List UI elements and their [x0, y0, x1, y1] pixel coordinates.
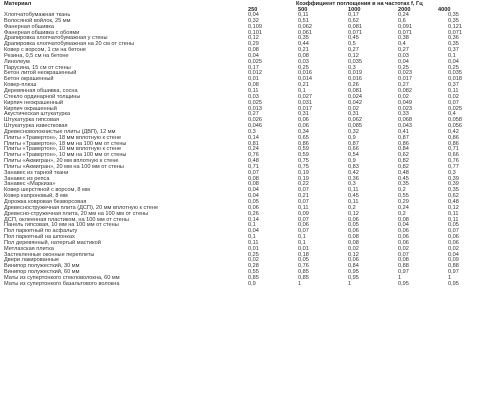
cell-f1000: 0,9	[348, 158, 356, 165]
cell-f250: 0,9	[248, 280, 256, 287]
cell-f4000: 0,35	[448, 17, 459, 24]
cell-f250: 0,08	[248, 47, 259, 54]
cell-f500: 0,062	[298, 23, 312, 30]
cell-f500: 0,11	[298, 204, 309, 211]
cell-f500: 0,1	[298, 234, 306, 241]
cell-f500: 0,76	[298, 263, 309, 270]
cell-f500: 0,1	[298, 87, 306, 94]
cell-f500: 0,19	[298, 175, 309, 182]
cell-f2000: 1	[398, 274, 402, 281]
cell-f1000: 0,66	[348, 146, 359, 153]
cell-f2000: 0,06	[398, 234, 409, 241]
cell-f500: 0,85	[298, 274, 309, 281]
cell-f1000: 0,035	[348, 58, 362, 65]
cell-f4000: 0,88	[448, 263, 459, 270]
cell-f500: 0,75	[298, 163, 309, 170]
cell-f4000: 0,95	[448, 280, 459, 287]
cell-f2000: 0,25	[398, 64, 409, 71]
cell-f500: 0,25	[298, 64, 309, 71]
cell-f250: 0,026	[248, 117, 262, 124]
cell-f2000: 0,2	[398, 210, 406, 217]
cell-material: Занавес из репса	[4, 175, 50, 182]
cell-f250: 0,71	[248, 163, 259, 170]
cell-f2000: 0,27	[398, 82, 409, 89]
cell-material: Двери лакированные	[4, 257, 60, 264]
cell-f4000: 0,035	[448, 70, 462, 77]
cell-f250: 0,17	[248, 64, 259, 71]
cell-f500: 0,65	[298, 134, 309, 141]
cell-f500: 0,017	[298, 105, 312, 112]
cell-f500: 0,08	[298, 52, 309, 59]
cell-material: Бетон литой неокрашенный	[4, 70, 77, 77]
cell-f1000: 0,042	[348, 99, 362, 106]
cell-f4000: 0,37	[448, 82, 459, 89]
cell-f500: 0,07	[298, 187, 309, 194]
cell-material: Древесностружечная плита (ДСП), 20 мм вплотную к стене	[4, 204, 159, 211]
cell-f500: 0,061	[298, 29, 312, 36]
cell-f2000: 0,33	[398, 111, 409, 118]
cell-material: Штукатурка известковая	[4, 123, 68, 130]
cell-f2000: 0,24	[398, 12, 409, 18]
cell-material: Пол паркетный по асфальту	[4, 228, 78, 235]
cell-f500: 0,19	[298, 169, 309, 176]
cell-f2000: 0,82	[398, 158, 409, 165]
cell-f250: 0,109	[248, 23, 262, 30]
cell-f250: 0,02	[248, 257, 259, 264]
cell-f1000: 0,95	[348, 269, 359, 276]
cell-f250: 0,013	[248, 105, 262, 112]
cell-material: Древесно-стружечная плита, 20 мм на 100 мм от стены	[4, 210, 149, 217]
cell-f4000: 0,39	[448, 181, 459, 188]
cell-f2000: 0,049	[398, 99, 412, 106]
cell-f4000: 1	[448, 274, 452, 281]
cell-f1000: 0,3	[348, 181, 356, 188]
cell-f250: 0,11	[248, 239, 259, 246]
cell-f250: 0,28	[248, 263, 259, 270]
cell-f250: 0,3	[248, 128, 256, 135]
cell-material: Плиты «Травертон», 18 мм на 100 мм от стены	[4, 140, 127, 147]
cell-material: Деревянная обшивка, сосна	[4, 87, 78, 94]
cell-f4000: 0,04	[448, 251, 459, 258]
cell-f4000: 0,36	[448, 35, 459, 42]
cell-f250: 0,101	[248, 29, 262, 36]
cell-f4000: 0,05	[448, 222, 459, 229]
cell-f2000: 0,02	[398, 93, 409, 100]
cell-f1000: 0,12	[348, 52, 359, 59]
cell-f500: 0,31	[298, 111, 309, 118]
cell-f500: 0,59	[298, 146, 309, 153]
cell-f2000: 0,043	[398, 123, 412, 130]
cell-f2000: 0,24	[398, 204, 409, 211]
cell-f1000: 0,024	[348, 93, 362, 100]
cell-f4000: 0,1	[448, 52, 456, 59]
cell-f250: 0,25	[248, 251, 259, 258]
cell-f1000: 0,5	[348, 41, 356, 48]
cell-f2000: 0,41	[398, 128, 409, 135]
cell-f250: 0,04	[248, 52, 259, 59]
cell-material: Ковер с ворсом, 1 см на бетоне	[4, 47, 86, 54]
cell-f250: 0,11	[248, 87, 259, 94]
cell-f4000: 0,77	[448, 163, 459, 170]
table-body	[4, 13, 498, 288]
cell-f4000: 0,4	[448, 111, 456, 118]
cell-f4000: 0,056	[448, 123, 462, 130]
cell-f500: 0,35	[298, 35, 309, 42]
cell-f4000: 0,07	[448, 228, 459, 235]
cell-f4000: 0,35	[448, 187, 459, 194]
cell-material: Ковер-плюш	[4, 82, 37, 89]
cell-f2000: 0,88	[398, 263, 409, 270]
cell-f4000: 0,39	[448, 175, 459, 182]
cell-f4000: 0,42	[448, 128, 459, 135]
cell-f1000: 0,45	[348, 193, 359, 200]
cell-f2000: 0,04	[398, 222, 409, 229]
cell-f2000: 0,6	[398, 17, 406, 24]
cell-f500: 0,031	[298, 99, 312, 106]
cell-material: Бетон окрашенный	[4, 76, 54, 83]
cell-f1000: 0,12	[348, 251, 359, 258]
header-material: Материал	[4, 1, 32, 7]
cell-f250: 0,08	[248, 175, 259, 182]
cell-f1000: 0,95	[348, 274, 359, 281]
cell-f4000: 0,35	[448, 12, 459, 18]
cell-f2000: 0,87	[398, 134, 409, 141]
cell-f4000: 0,11	[448, 210, 459, 217]
cell-f2000: 0,27	[398, 47, 409, 54]
cell-f250: 0,01	[248, 245, 259, 252]
cell-f500: 0,06	[298, 117, 309, 124]
cell-f4000: 0,06	[448, 239, 459, 246]
cell-material: Стекло ординарной толщины	[4, 93, 81, 100]
cell-material: Кирпич неокрашенный	[4, 99, 64, 106]
header-freq-500: 500	[298, 7, 308, 13]
cell-f2000: 0,08	[398, 257, 409, 264]
cell-f500: 0,06	[298, 222, 309, 229]
cell-f1000: 0,081	[348, 23, 362, 30]
cell-f1000: 0,12	[348, 210, 359, 217]
cell-material: Драпировка хлопчатобумажная на 20 см от стены	[4, 41, 135, 48]
cell-f500: 0,03	[298, 58, 309, 65]
cell-material: Занавес «Маркиза»	[4, 181, 56, 188]
cell-f250: 0,04	[248, 187, 259, 194]
cell-f4000: 0,058	[448, 117, 462, 124]
cell-material: Плиты «Травертон», 10 мм вплотную к стене	[4, 146, 122, 153]
cell-material: Винипор полужесткий, 60 мм	[4, 269, 80, 276]
cell-f4000: 0,37	[448, 47, 459, 54]
cell-f1000: 0,019	[348, 70, 362, 77]
cell-f250: 0,1	[248, 222, 256, 229]
cell-f2000: 0,48	[398, 169, 409, 176]
cell-f2000: 0,07	[398, 251, 409, 258]
cell-f4000: 0,12	[448, 204, 459, 211]
cell-f4000: 0,06	[448, 234, 459, 241]
cell-f500: 0,85	[298, 269, 309, 276]
cell-f4000: 0,97	[448, 269, 459, 276]
cell-f250: 0,06	[248, 204, 259, 211]
cell-f4000: 0,86	[448, 140, 459, 147]
cell-f4000: 0,121	[448, 23, 462, 30]
cell-material: Плиты «Травертон», 18 мм вплотную к стене	[4, 134, 122, 141]
cell-f2000: 0,06	[398, 239, 409, 246]
cell-f4000: 0,04	[448, 58, 459, 65]
cell-f1000: 0,87	[348, 140, 359, 147]
cell-f250: 0,48	[248, 158, 259, 165]
cell-material: Кирпич окрашенный	[4, 105, 57, 112]
cell-material: Дорожка ковровая безворсовая	[4, 199, 87, 205]
cell-material: Занавес из тарной ткани	[4, 169, 69, 176]
cell-f2000: 0,97	[398, 269, 409, 276]
cell-f250: 0,26	[248, 210, 259, 217]
cell-f500: 0,014	[298, 76, 312, 83]
cell-f1000: 0,45	[348, 35, 359, 42]
cell-f4000: 0,76	[448, 158, 459, 165]
cell-f2000: 0,95	[398, 280, 409, 287]
cell-f1000: 0,31	[348, 111, 359, 118]
table-header	[4, 1, 451, 13]
cell-f1000: 0,085	[348, 123, 362, 130]
cell-f4000: 0,018	[448, 76, 462, 83]
cell-f250: 0,05	[248, 199, 259, 205]
cell-material: Ковер шерстяной с ворсом, 8 мм	[4, 187, 90, 194]
cell-material: Маты из супертонкого стекловолокна, 60 мм	[4, 274, 120, 281]
cell-f250: 0,81	[248, 140, 259, 147]
cell-material: Метлахская плитка	[4, 245, 54, 252]
cell-f1000: 0,016	[348, 76, 362, 83]
cell-f2000: 0,068	[398, 117, 412, 124]
cell-f1000: 0,27	[348, 47, 359, 54]
cell-f500: 0,21	[298, 47, 309, 54]
cell-f1000: 0,06	[348, 216, 359, 223]
cell-material: Пол паркетный на шпонках	[4, 234, 75, 241]
cell-f500: 0,75	[298, 158, 309, 165]
cell-f500: 0,07	[298, 228, 309, 235]
cell-f4000: 0,11	[448, 87, 459, 94]
cell-f2000: 0,84	[398, 146, 409, 153]
absorption-table	[4, 13, 498, 288]
cell-f250: 0,32	[248, 17, 259, 24]
cell-f1000: 0,02	[348, 105, 359, 112]
cell-f1000: 0,42	[348, 169, 359, 176]
cell-f2000: 0,08	[398, 216, 409, 223]
cell-f2000: 0,82	[398, 163, 409, 170]
header-freq-2000: 2000	[398, 7, 411, 13]
cell-f500: 0,34	[298, 128, 309, 135]
cell-f1000: 0,32	[348, 128, 359, 135]
cell-f500: 0,06	[298, 123, 309, 130]
cell-f1000: 0,17	[348, 12, 359, 18]
cell-f250: 0,08	[248, 181, 259, 188]
cell-f2000: 0,071	[398, 29, 412, 36]
cell-material: Маты из супертонкого базальтового волокна	[4, 280, 120, 287]
cell-f4000: 0,09	[448, 257, 459, 264]
cell-material: Панель гипсовая, 10 мм на 100 мм от стены	[4, 222, 119, 229]
cell-f500: 0,59	[298, 152, 309, 159]
cell-f1000: 0,02	[348, 245, 359, 252]
cell-f500: 0,027	[298, 93, 312, 100]
cell-f2000: 0,082	[398, 87, 412, 94]
cell-f2000: 0,55	[398, 193, 409, 200]
cell-f250: 0,04	[248, 12, 259, 18]
cell-f1000: 0,11	[348, 199, 359, 205]
cell-f250: 0,08	[248, 82, 259, 89]
cell-f2000: 0,29	[398, 199, 409, 205]
cell-f1000: 0,06	[348, 257, 359, 264]
cell-f2000: 0,04	[398, 58, 409, 65]
cell-f1000: 0,11	[348, 187, 359, 194]
cell-f1000: 0,071	[348, 29, 362, 36]
cell-f4000: 0,11	[448, 216, 459, 223]
cell-f250: 0,27	[248, 111, 259, 118]
cell-f250: 0,03	[248, 93, 259, 100]
cell-f500: 0,51	[298, 17, 309, 24]
cell-f250: 0,04	[248, 228, 259, 235]
cell-f2000: 0,091	[398, 23, 412, 30]
cell-f500: 0,86	[298, 140, 309, 147]
cell-f500: 0,01	[298, 245, 309, 252]
cell-f250: 0,046	[248, 123, 262, 130]
cell-f1000: 0,081	[348, 87, 362, 94]
cell-material: Древесноволокнистые плиты (ДВП), 12 мм	[4, 128, 116, 135]
cell-f4000: 0,02	[448, 93, 459, 100]
cell-f1000: 0,08	[348, 239, 359, 246]
cell-f250: 0,14	[248, 216, 259, 223]
cell-f250: 0,01	[248, 76, 259, 83]
cell-f250: 0,76	[248, 152, 259, 159]
cell-f500: 0,016	[298, 70, 312, 77]
cell-material: Плиты «Акмигран», 20 мм вплотную к стене	[4, 158, 119, 165]
cell-material: Пол деревянный, натертый мастикой	[4, 239, 101, 246]
cell-f1000: 0,3	[348, 64, 356, 71]
cell-f250: 0,07	[248, 169, 259, 176]
cell-f500: 0,22	[298, 181, 309, 188]
cell-f500: 0,09	[298, 210, 309, 217]
cell-f250: 0,012	[248, 70, 262, 77]
cell-f500: 0,21	[298, 82, 309, 89]
cell-f250: 0,025	[248, 58, 262, 65]
cell-f4000: 0,025	[448, 105, 462, 112]
cell-f1000: 0,9	[348, 134, 356, 141]
cell-f250: 0,24	[248, 146, 259, 153]
cell-f4000: 0,02	[448, 245, 459, 252]
cell-f4000: 0,71	[448, 146, 459, 153]
cell-f2000: 0,62	[398, 152, 409, 159]
absorption-table-wrapper	[4, 1, 462, 288]
cell-material: ДСП, оклеенная пластиком, на 100 мм от стены	[4, 216, 129, 223]
cell-f250: 0,14	[248, 134, 259, 141]
cell-f250: 0,55	[248, 269, 259, 276]
cell-f4000: 0,3	[448, 169, 456, 176]
cell-f250: 0,12	[248, 35, 259, 42]
cell-f1000: 0,05	[348, 222, 359, 229]
cell-f2000: 0,38	[398, 35, 409, 42]
cell-f1000: 0,36	[348, 175, 359, 182]
cell-f250: 0,1	[248, 234, 256, 241]
cell-f500: 0,07	[298, 199, 309, 205]
cell-f4000: 0,25	[448, 64, 459, 71]
cell-material: Драпировка хлопчатобумажная у стены	[4, 35, 108, 42]
cell-material: Парусина, 15 см от стены	[4, 64, 71, 71]
cell-f1000: 0,62	[348, 17, 359, 24]
cell-material: Хлопчатобумажная ткань	[4, 12, 71, 18]
cell-f4000: 0,35	[448, 41, 459, 48]
cell-f4000: 0,66	[448, 152, 459, 159]
cell-material: Линолеум	[4, 58, 30, 65]
cell-material: Ковер капроновый, 8 мм	[4, 193, 68, 200]
cell-f1000: 0,2	[348, 204, 356, 211]
header-freq-4000: 4000	[438, 7, 451, 13]
cell-f500: 0,21	[298, 193, 309, 200]
header-frequency-group: Коэффициент поглощения в на частотах f, Гц	[296, 1, 423, 7]
cell-material: Резина, 0,5 см на бетоне	[4, 52, 69, 59]
cell-f1000: 0,08	[348, 234, 359, 241]
cell-material: Застекленные оконные переплеты	[4, 251, 95, 258]
cell-f2000: 0,03	[398, 52, 409, 59]
header-freq-250: 250	[248, 7, 258, 13]
cell-f1000: 0,83	[348, 163, 359, 170]
cell-f4000: 0,07	[448, 99, 459, 106]
cell-material: Волосяной войлок, 25 мм	[4, 17, 71, 24]
cell-material: Штукатурка гипсовая	[4, 117, 60, 124]
table-row	[4, 282, 498, 288]
cell-material: Фанерная обшивка	[4, 23, 55, 30]
cell-f1000: 0,54	[348, 152, 359, 159]
cell-material: Плиты «Травертон», 10 мм на 100 мм от стены	[4, 152, 127, 159]
cell-f2000: 0,2	[398, 187, 406, 194]
cell-f500: 0,18	[298, 251, 309, 258]
cell-f2000: 0,06	[398, 228, 409, 235]
header-freq-1000: 1000	[348, 7, 361, 13]
cell-f4000: 0,62	[448, 193, 459, 200]
cell-f2000: 0,023	[398, 105, 412, 112]
cell-f4000: 0,071	[448, 29, 462, 36]
cell-f1000: 0,26	[348, 82, 359, 89]
cell-f250: 0,85	[248, 274, 259, 281]
cell-f250: 0,29	[248, 41, 259, 48]
cell-f500: 1	[298, 280, 302, 287]
cell-f2000: 0,45	[398, 175, 409, 182]
cell-material: Плиты «Акмигран», 20 мм на 100 мм от стены	[4, 163, 124, 170]
cell-f250: 0,025	[248, 99, 262, 106]
cell-f2000: 0,017	[398, 76, 412, 83]
cell-f4000: 0,86	[448, 134, 459, 141]
cell-f1000: 0,84	[348, 263, 359, 270]
cell-f4000: 0,48	[448, 199, 459, 205]
cell-f1000: 0,062	[348, 117, 362, 124]
cell-f500: 0,1	[298, 239, 306, 246]
cell-material: Акустическая штукатурка	[4, 111, 71, 118]
cell-f2000: 0,02	[398, 245, 409, 252]
cell-f1000: 0,06	[348, 228, 359, 235]
cell-f2000: 0,4	[398, 41, 406, 48]
cell-material: Винипор полужесткий, 30 мм	[4, 263, 80, 270]
cell-f2000: 0,86	[398, 140, 409, 147]
cell-f500: 0,44	[298, 41, 309, 48]
cell-f500: 0,07	[298, 216, 309, 223]
cell-f1000: 1	[348, 280, 352, 287]
cell-f250: 0,04	[248, 193, 259, 200]
cell-f2000: 0,35	[398, 181, 409, 188]
cell-f500: 0,05	[298, 257, 309, 264]
cell-f2000: 0,023	[398, 70, 412, 77]
cell-f500: 0,11	[298, 12, 309, 18]
cell-material: Фанерная обшивка с обоями	[4, 29, 80, 36]
